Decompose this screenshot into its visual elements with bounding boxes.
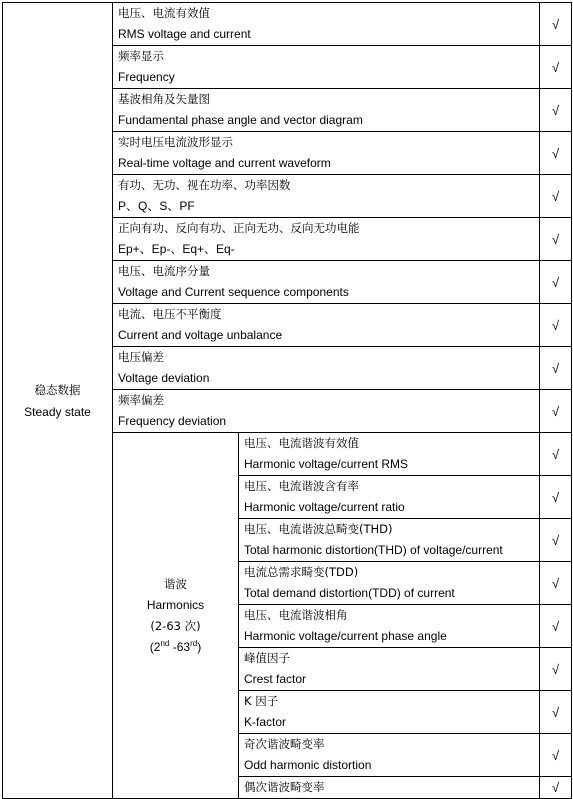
check-mark: √ bbox=[540, 261, 572, 304]
harmonics-category-cell bbox=[113, 433, 239, 799]
category-zh: 稳态数据 bbox=[34, 382, 81, 397]
item-zh: 奇次谐波畸变率 bbox=[244, 737, 325, 751]
check-mark: √ bbox=[540, 218, 572, 261]
item-zh: 频率偏差 bbox=[118, 393, 164, 407]
check-mark: √ bbox=[540, 691, 572, 734]
item-en: Frequency deviation bbox=[118, 414, 227, 428]
item-zh: K 因子 bbox=[244, 694, 279, 708]
harmonic-item-cell bbox=[239, 777, 540, 799]
item-zh: 峰值因子 bbox=[244, 651, 290, 665]
check-mark: √ bbox=[540, 132, 572, 175]
item-zh: 实时电压电流波形显示 bbox=[118, 135, 233, 149]
check-mark: √ bbox=[540, 3, 572, 46]
category-en: Steady state bbox=[24, 404, 91, 419]
item-en: P、Q、S、PF bbox=[118, 199, 195, 213]
item-cell bbox=[113, 304, 540, 347]
check-mark: √ bbox=[540, 175, 572, 218]
item-zh: 电流总需求畸变(TDD) bbox=[244, 565, 359, 579]
harmonics-range-zh: (2-63 次) bbox=[150, 618, 201, 633]
check-mark: √ bbox=[540, 734, 572, 777]
spec-table bbox=[2, 2, 572, 799]
item-zh: 偶次谐波畸变率 bbox=[244, 780, 325, 794]
check-mark: √ bbox=[540, 390, 572, 433]
item-zh: 电压、电流谐波相角 bbox=[244, 608, 348, 622]
item-zh: 基波相角及矢量图 bbox=[118, 92, 210, 106]
check-mark: √ bbox=[540, 777, 572, 799]
item-en: Crest factor bbox=[244, 672, 307, 686]
check-mark: √ bbox=[540, 476, 572, 519]
item-en: Harmonic voltage/current RMS bbox=[244, 457, 409, 471]
item-en: Ep+、Ep-、Eq+、Eq- bbox=[118, 242, 235, 256]
check-mark: √ bbox=[540, 562, 572, 605]
check-mark: √ bbox=[540, 648, 572, 691]
item-en: RMS voltage and current bbox=[118, 27, 251, 41]
item-zh: 电压、电流谐波有效值 bbox=[244, 436, 359, 450]
item-en: Odd harmonic distortion bbox=[244, 758, 372, 772]
check-mark: √ bbox=[540, 433, 572, 476]
item-en: K-factor bbox=[244, 715, 287, 729]
item-en: Harmonic voltage/current phase angle bbox=[244, 629, 447, 643]
check-mark: √ bbox=[540, 605, 572, 648]
harmonic-item-cell bbox=[239, 734, 540, 777]
table-row bbox=[3, 3, 572, 46]
item-cell bbox=[113, 261, 540, 304]
check-mark: √ bbox=[540, 89, 572, 132]
harmonics-zh: 谐波 bbox=[164, 576, 187, 591]
item-cell bbox=[113, 218, 540, 261]
harmonics-range-en: (2nd -63rd) bbox=[149, 638, 202, 654]
check-mark: √ bbox=[540, 46, 572, 89]
item-cell bbox=[113, 89, 540, 132]
item-en: Real-time voltage and current waveform bbox=[118, 156, 331, 170]
item-en: Harmonic voltage/current ratio bbox=[244, 500, 405, 514]
item-zh: 电压、电流谐波总畸变(THD) bbox=[244, 522, 393, 536]
item-cell bbox=[113, 3, 540, 46]
harmonic-item-cell bbox=[239, 648, 540, 691]
item-cell bbox=[113, 46, 540, 89]
harmonics-en: Harmonics bbox=[146, 597, 205, 612]
item-zh: 有功、无功、视在功率、功率因数 bbox=[118, 178, 291, 192]
item-zh: 电压、电流谐波含有率 bbox=[244, 479, 359, 493]
item-zh: 正向有功、反向有功、正向无功、反向无功电能 bbox=[118, 221, 360, 235]
item-en: Total demand distortion(TDD) of current bbox=[244, 586, 455, 600]
item-en: Fundamental phase angle and vector diagram bbox=[118, 113, 363, 127]
item-cell bbox=[113, 347, 540, 390]
item-zh: 电压、电流序分量 bbox=[118, 264, 210, 278]
item-en: Voltage deviation bbox=[118, 371, 210, 385]
harmonic-item-cell bbox=[239, 605, 540, 648]
item-en: Voltage and Current sequence components bbox=[118, 285, 349, 299]
harmonic-item-cell bbox=[239, 519, 540, 562]
item-zh: 电流、电压不平衡度 bbox=[118, 307, 222, 321]
harmonic-item-cell bbox=[239, 691, 540, 734]
item-cell bbox=[113, 132, 540, 175]
harmonic-item-cell bbox=[239, 476, 540, 519]
check-mark: √ bbox=[540, 519, 572, 562]
check-mark: √ bbox=[540, 304, 572, 347]
item-zh: 电压、电流有效值 bbox=[118, 6, 210, 20]
item-zh: 频率显示 bbox=[118, 49, 164, 63]
item-en: Total harmonic distortion(THD) of voltage/current bbox=[244, 543, 503, 557]
item-en: Frequency bbox=[118, 70, 175, 84]
harmonic-item-cell bbox=[239, 433, 540, 476]
item-cell bbox=[113, 390, 540, 433]
harmonic-item-cell bbox=[239, 562, 540, 605]
category-cell bbox=[3, 3, 113, 799]
item-en: Current and voltage unbalance bbox=[118, 328, 283, 342]
item-zh: 电压偏差 bbox=[118, 350, 164, 364]
item-cell bbox=[113, 175, 540, 218]
check-mark: √ bbox=[540, 347, 572, 390]
